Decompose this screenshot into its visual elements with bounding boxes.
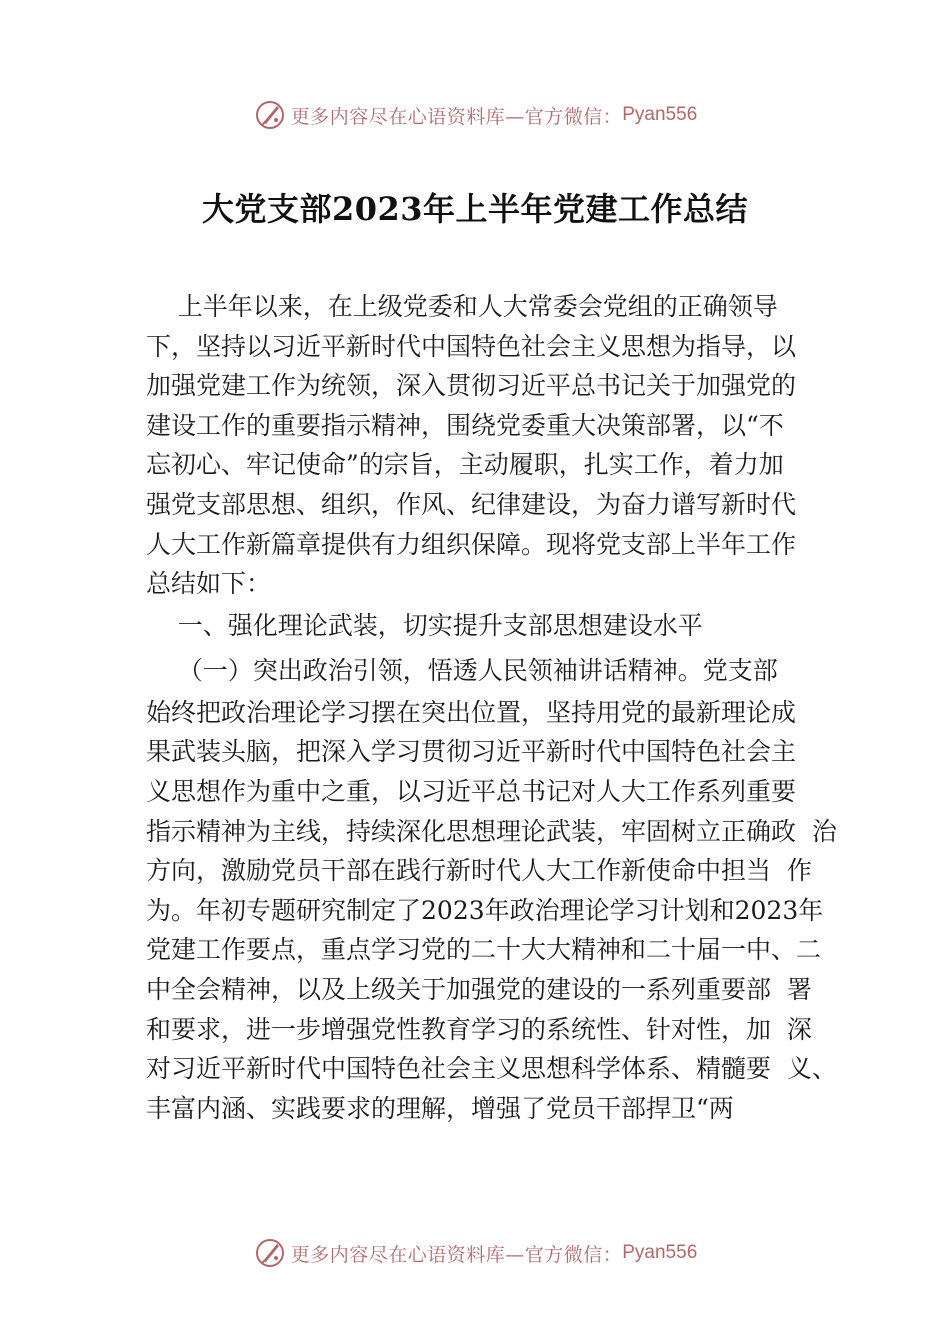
quill-logo-icon bbox=[253, 98, 287, 132]
wechat-id: Pyan556 bbox=[622, 1242, 698, 1263]
banner-text: 更多内容尽在心语资料库—官方微信： bbox=[290, 105, 623, 128]
body-line: 方向，激励党员干部在践行新时代人大工作新使命中担当 作 bbox=[146, 856, 812, 886]
section-heading: 一、强化理论武装，切实提升支部思想建设水平 bbox=[146, 610, 703, 640]
body-line: 对习近平新时代中国特色社会主义思想科学体系、精髓要 义、 bbox=[146, 1054, 837, 1084]
header-banner bbox=[0, 95, 950, 135]
body-line: 上半年以来，在上级党委和人大常委会党组的正确领导 bbox=[146, 292, 778, 321]
banner-text: 更多内容尽在心语资料库—官方微信： bbox=[290, 1243, 623, 1266]
body-line: 总结如下： bbox=[146, 569, 272, 599]
body-line: 始终把政治理论学习摆在突出位置，坚持用党的最新理论成 bbox=[146, 697, 797, 727]
body-line: 人大工作新篇章提供有力组织保障。现将党支部上半年工作 bbox=[146, 529, 797, 559]
body-line: 加强党建工作为统领，深入贯彻习近平总书记关于加强党的 bbox=[146, 371, 797, 401]
document-title: 大党支部2023年上半年党建工作总结 bbox=[201, 190, 749, 228]
body-line: 建设工作的重要指示精神，围绕党委重大决策部署，以“不 bbox=[146, 410, 784, 440]
footer-banner bbox=[0, 1233, 950, 1273]
body-line: 义思想作为重中之重，以习近平总书记对人大工作系列重要 bbox=[146, 776, 797, 806]
body-line: 果武装头脑，把深入学习贯彻习近平新时代中国特色社会主 bbox=[146, 737, 797, 767]
body-line: 丰富内涵、实践要求的理解，增强了党员干部捍卫“两 bbox=[146, 1093, 734, 1123]
body-line: 指示精神为主线，持续深化思想理论武装，牢固树立正确政 治 bbox=[146, 816, 837, 846]
body-line: 和要求，进一步增强党性教育学习的系统性、针对性，加 深 bbox=[146, 1014, 812, 1044]
subsection-line: （一）突出政治引领，悟透人民领袖讲话精神。党支部 bbox=[146, 655, 778, 685]
body-line: 忘初心、牢记使命”的宗旨，主动履职，扎实工作，着力加 bbox=[146, 450, 784, 480]
body-line: 下，坚持以习近平新时代中国特色社会主义思想为指导，以 bbox=[146, 331, 797, 361]
document-body bbox=[146, 287, 836, 1128]
body-line: 中全会精神，以及上级关于加强党的建设的一系列重要部 署 bbox=[146, 974, 812, 1004]
body-line: 党建工作要点，重点学习党的二十大大精神和二十届一中、二 bbox=[146, 935, 822, 965]
body-line: 强党支部思想、组织，作风、纪律建设，为奋力谱写新时代 bbox=[146, 489, 797, 519]
quill-logo-icon bbox=[253, 1236, 287, 1270]
wechat-id: Pyan556 bbox=[622, 104, 698, 125]
body-line: 为。年初专题研究制定了2023年政治理论学习计划和2023年 bbox=[146, 895, 824, 925]
